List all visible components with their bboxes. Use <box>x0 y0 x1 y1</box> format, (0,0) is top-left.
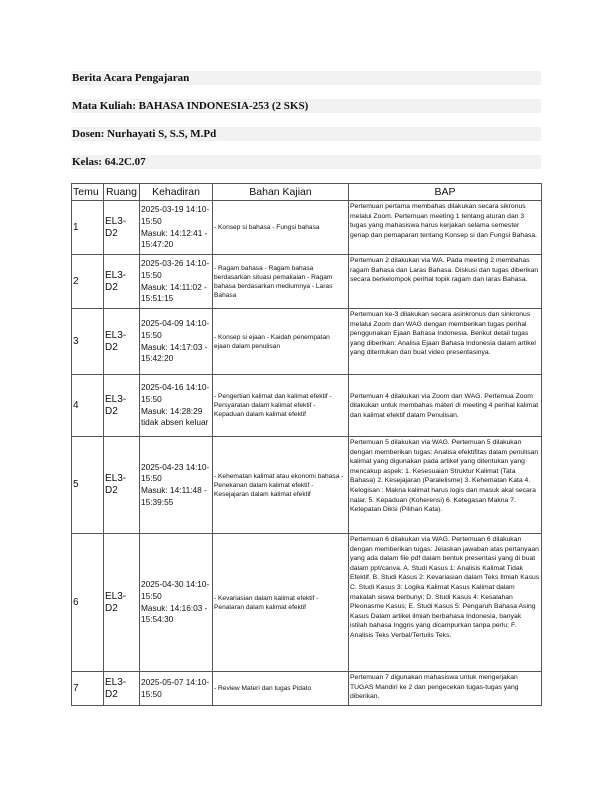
cell-kehadiran: 2025-04-30 14:10-15:50 Masuk: 14:16:03 - 15:54:30 <box>140 534 213 672</box>
cell-bahan-kajian: - Konsep si ejaan - Kaidah penempatan ejaan dalam penulisan <box>213 309 349 375</box>
cell-temu: 2 <box>72 255 104 309</box>
cell-temu: 6 <box>72 534 104 672</box>
table-row <box>72 201 542 255</box>
cell-ruang: EL3-D2 <box>104 672 140 706</box>
column-header-kehadiran: Kehadiran <box>140 184 213 201</box>
cell-ruang: EL3-D2 <box>104 201 140 255</box>
cell-bap: Pertemuan 4 dilakukan via Zoom dan WAG. Pertemua Zoom dilakukan untuk membahas materi di meeting 4 perihal kalimat dan kalimat efektif dalam Penulisan. <box>349 375 542 437</box>
cell-temu: 3 <box>72 309 104 375</box>
cell-temu: 5 <box>72 437 104 534</box>
cell-bap: Pertemuan pertama membahas dilakukan secara sikronus melalui Zoom. Pertemuan meeting 1 tentang aturan dan 3 tugas yang mahasiswa harus kerjakan selama semester genap dan pemaparan tentang Konsep si dan Fungsi Bahasa. <box>349 201 542 255</box>
cell-ruang: EL3-D2 <box>104 309 140 375</box>
column-header-bap: BAP <box>349 184 542 201</box>
cell-ruang: EL3-D2 <box>104 375 140 437</box>
table-row <box>72 672 542 706</box>
course-name: Mata Kuliah: BAHASA INDONESIA-253 (2 SKS) <box>71 99 541 113</box>
table-row <box>72 255 542 309</box>
cell-ruang: EL3-D2 <box>104 255 140 309</box>
cell-bahan-kajian: - Kehematan kalimat atau ekonomi bahasa - Penekanan dalam kalimat efektif - Kesejajaran dalam kalimat efektif <box>213 437 349 534</box>
cell-temu: 4 <box>72 375 104 437</box>
cell-bahan-kajian: - Konsep si bahasa - Fungsi bahasa <box>213 201 349 255</box>
class-code: Kelas: 64.2C.07 <box>71 155 541 169</box>
cell-temu: 7 <box>72 672 104 706</box>
table-row <box>72 437 542 534</box>
table-row <box>72 534 542 672</box>
cell-bap: Pertemuan 7 digunakan mahasiswa untuk mengerjakan TUGAS Mandiri ke 2 dan pengecekan tugas-tugas yang diberikan. <box>349 672 542 706</box>
table-row <box>72 375 542 437</box>
column-header-ruang: Ruang <box>104 184 140 201</box>
column-header-temu: Temu <box>72 184 104 201</box>
lecturer-name: Dosen: Nurhayati S, S.S, M.Pd <box>71 127 541 141</box>
cell-bap: Pertemuan 2 dilakukan via WA. Pada meeting 2 membahas ragam Bahasa dan Laras Bahasa. Diskusi dan tugas diberikan secara berkelompok perihal topik ragam dan laras Bahasa. <box>349 255 542 309</box>
cell-kehadiran: 2025-03-26 14:10-15:50 Masuk: 14:11:02 - 15:51:15 <box>140 255 213 309</box>
cell-bap: Pertemuan ke-3 dilakukan secara asinkronus dan sinkronus melalui Zoom dan WAG dengan memberikan tugas perihal penggunakan Ejaan Bahasa Indonesia. Berikut detail tugas yang diberikan: Analisa Ejaan Bahasa Indonesia dalam artikel yang ditentukan dan buat video presentasinya. <box>349 309 542 375</box>
cell-ruang: EL3-D2 <box>104 437 140 534</box>
teaching-record-table <box>71 183 542 706</box>
cell-ruang: EL3-D2 <box>104 534 140 672</box>
cell-kehadiran: 2025-04-09 14:10-15:50 Masuk: 14:17:03 - 15:42:20 <box>140 309 213 375</box>
cell-bahan-kajian: - Pengertian kalimat dan kalimat efektif - Persyaratan dalam kalimat efektif - Kepaduan dalam kalimat efektif <box>213 375 349 437</box>
cell-bap: Pertemuan 6 dilakukan via WAG. Pertemuan 6 dilakukan dengan memberikan tugas: Jelaskan jawaban atas pertanyaan yang ada dalam file pdf dalam bentuk presentasi yang di buat dalam ppt/canva. A. Studi Kasus 1: Analisis Kalimat Tidak Efektif. B. Studi Kasus 2: Kevariasian dalam Teks Ilmiah Kasus C. Studi Kasus 3: Logika Kalimat Kasus Kalimat dalam makalah siswa berbunyi; D. Studi Kasus 4: Kesalahan Pleonasme Kasus; E. Studi Kasus 5: Pengaruh Bahasa Asing Kasus Dalam artikel ilmiah berbahasa Indonesia, banyak istilah bahasa Inggris yang dicampurkan tanpa perlu; F. Analisis Teks Verbal/Tertulis Teks. <box>349 534 542 672</box>
cell-bahan-kajian: - Kevariasian dalam kalimat efektif - Penalaran dalam kalimat efektif <box>213 534 349 672</box>
column-header-bahan-kajian: Bahan Kajian <box>213 184 349 201</box>
document-title: Berita Acara Pengajaran <box>71 71 541 85</box>
cell-kehadiran: 2025-04-23 14:10-15:50 Masuk: 14:11:48 - 15:39:55 <box>140 437 213 534</box>
table-row <box>72 309 542 375</box>
cell-temu: 1 <box>72 201 104 255</box>
cell-bahan-kajian: - Review Materi dan tugas Pidato <box>213 672 349 706</box>
table-header-row <box>72 184 542 201</box>
cell-kehadiran: 2025-03-19 14:10-15:50 Masuk: 14:12:41 - 15:47:20 <box>140 201 213 255</box>
cell-bahan-kajian: - Ragam bahasa - Ragam bahasa berdasarkan situasi pemakaian - Ragam bahasa berdasarkan mediumnya - Laras Bahasa <box>213 255 349 309</box>
cell-bap: Pertemuan 5 dilakukan via WAG. Pertemuan 5 dilakukan dengan memberikan tugas: Analisa efektifitas dalam penulisan kalimat yang digunakan pada artikel yang ditentukan yang mencakup aspek: 1. Kesesuaian Struktur Kalimat (Tata Bahasa) 2. Kesejajaran (Paralelisme) 3. Kehematan Kata 4. Kelogisan : Makna kalimat harus logis dan masuk akal secara nalar. 5. Kepaduan (Koherensi) 6. Ketegasan Makna 7. Ketepatan Diksi (Pilihan Kata). <box>349 437 542 534</box>
cell-kehadiran: 2025-04-16 14:10-15:50 Masuk: 14:28:29 tidak absen keluar <box>140 375 213 437</box>
cell-kehadiran: 2025-05-07 14:10-15:50 <box>140 672 213 706</box>
